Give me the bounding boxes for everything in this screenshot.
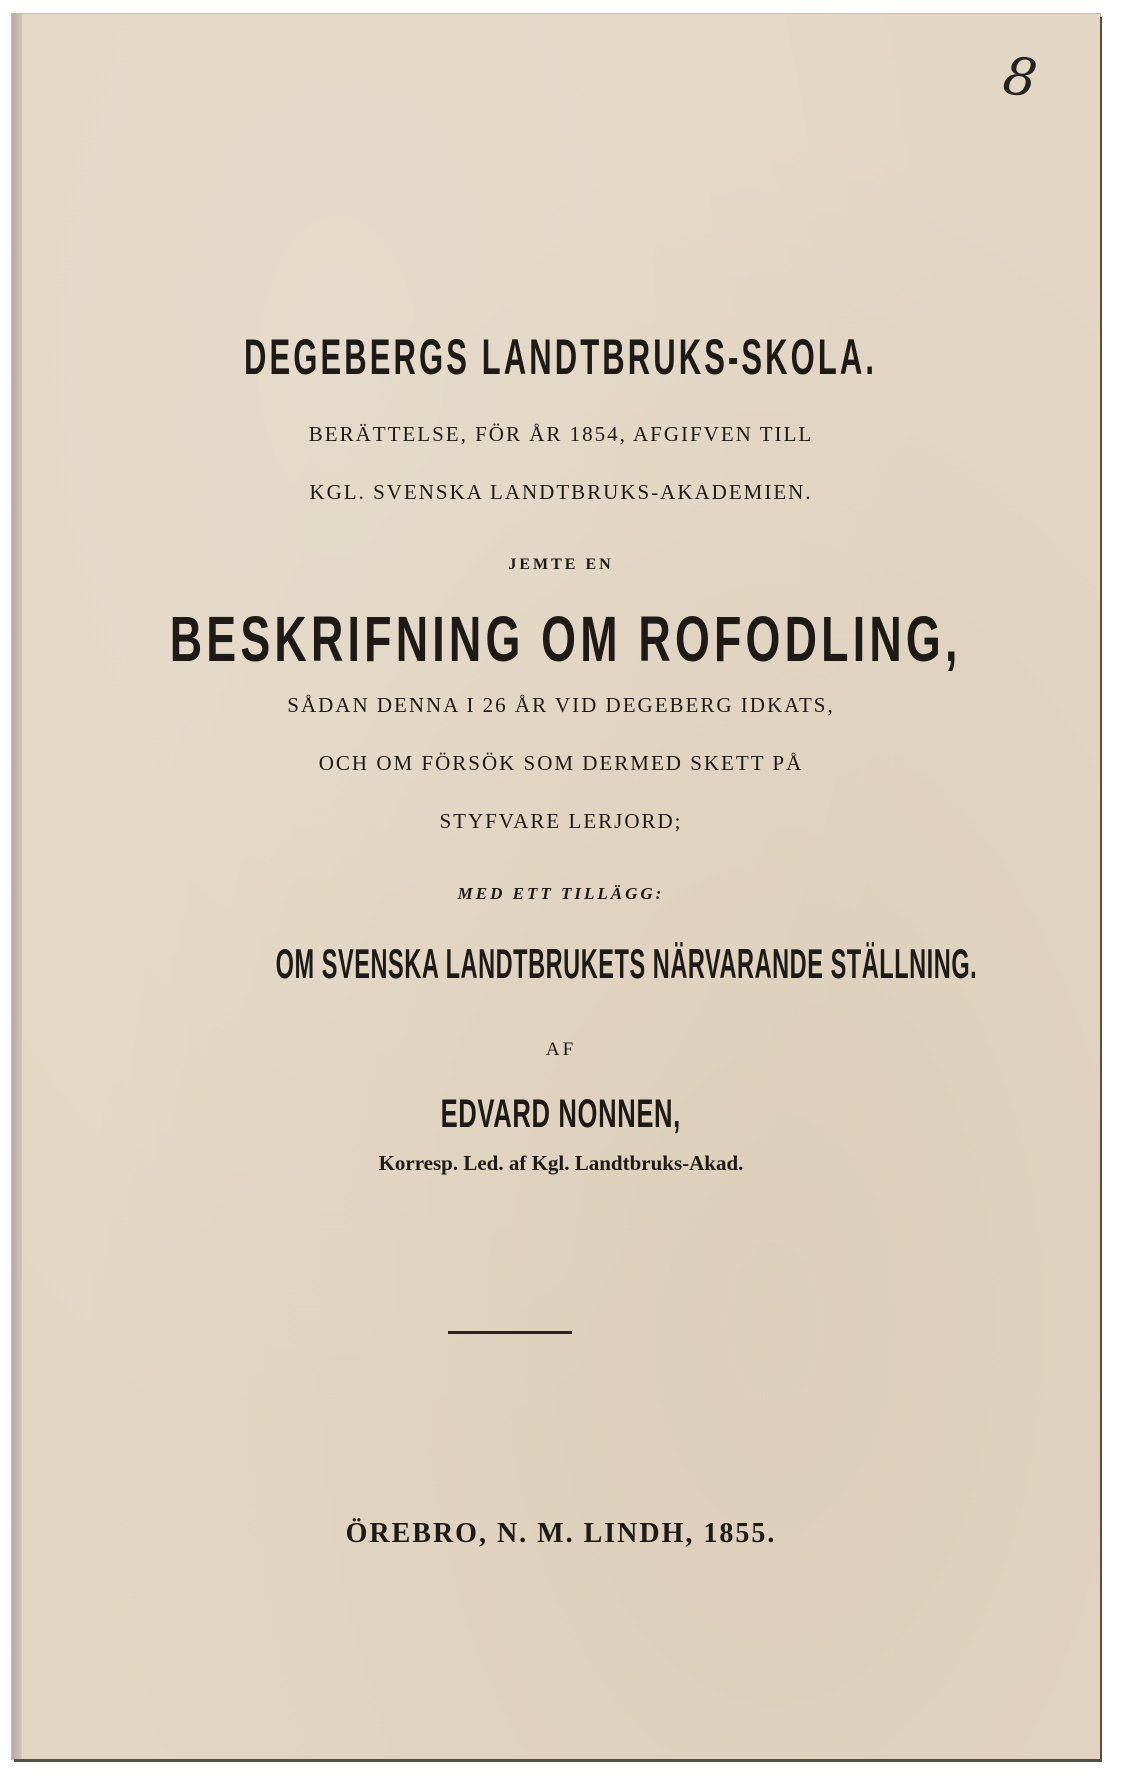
author-title: Korresp. Led. af Kgl. Landtbruks-Akad. — [378, 1151, 744, 1175]
subtitle-line — [0, 940, 1122, 988]
subtitle: OM SVENSKA LANDTBRUKETS NÄRVARANDE STÄLLNING. — [275, 940, 978, 987]
imprint-line: ÖREBRO, N. M. LINDH, 1855. — [345, 1518, 777, 1549]
author-line — [0, 1092, 1122, 1137]
af-line: AF — [545, 1039, 577, 1060]
divider-rule — [448, 1331, 572, 1334]
description-line-2: OCH OM FÖRSÖK SOM DERMED SKETT PÅ — [318, 751, 804, 775]
description-line-1: SÅDAN DENNA I 26 ÅR VID DEGEBERG IDKATS, — [287, 693, 835, 717]
handwritten-page-number: 8 — [999, 45, 1041, 111]
report-line-1: BERÄTTELSE, FÖR ÅR 1854, AFGIFVEN TILL — [308, 422, 814, 446]
school-title-line — [0, 328, 1122, 386]
description-line-3: STYFVARE LERJORD; — [439, 809, 683, 833]
report-line-2: KGL. SVENSKA LANDTBRUKS-AKADEMIEN. — [309, 480, 813, 504]
main-title-line — [0, 602, 1122, 676]
school-title: DEGEBERGS LANDTBRUKS-SKOLA. — [244, 329, 878, 385]
tillagg-line: MED ETT TILLÄGG: — [457, 884, 665, 903]
main-title: BESKRIFNING OM ROFODLING, — [169, 603, 962, 675]
jemte-en-line: JEMTE EN — [508, 556, 614, 573]
author-name: EDVARD NONNEN, — [440, 1092, 682, 1136]
